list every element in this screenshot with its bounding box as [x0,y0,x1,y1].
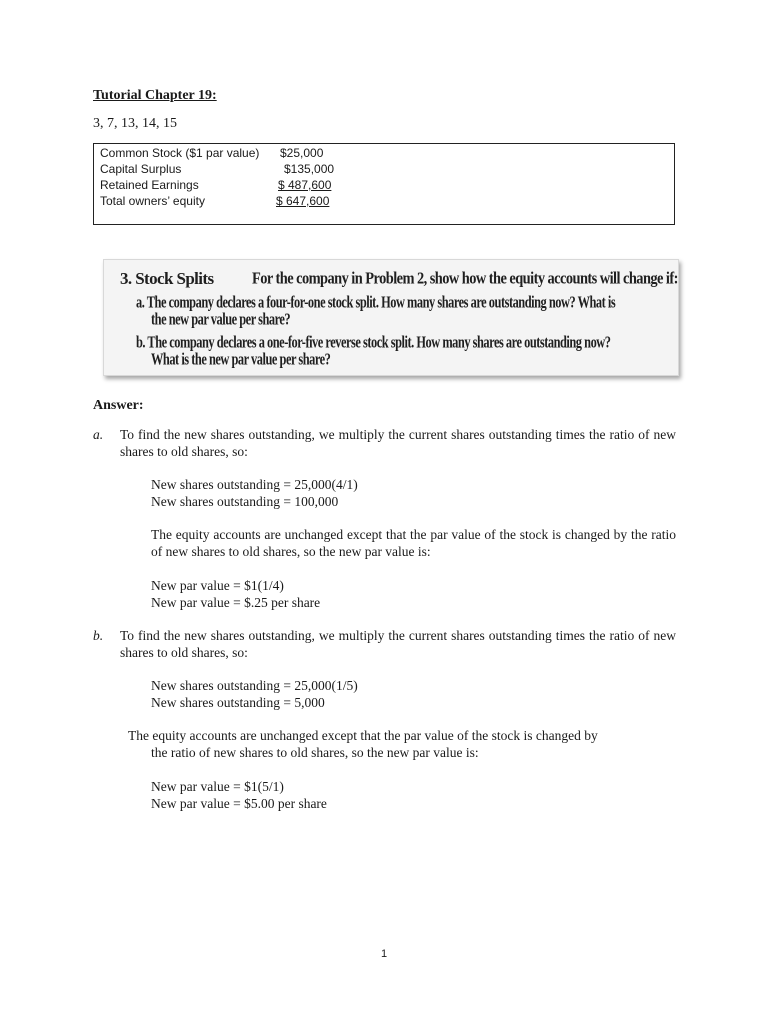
part-a-par2: New par value = $.25 per share [151,595,321,610]
problem-intro: For the company in Problem 2, show how the equity accounts will change if: [252,269,678,289]
part-b-par2: New par value = $5.00 per share [151,796,327,811]
part-b-explain-line1: The equity accounts are unchanged except that the par value of the stock is changed by [128,728,598,743]
problem-b-line2: What is the new par value per share? [151,350,331,370]
equity-value: $135,000 [284,162,335,176]
equity-accounts-box [93,143,675,225]
part-a-marker: a. [93,427,104,442]
part-a-intro: To find the new shares outstanding, we multiply the current shares outstanding times the ratio of new shares to old shares, so: [120,427,676,459]
part-b-par1: New par value = $1(5/1) [151,779,284,794]
problem-a-line1: a. The company declares a four-for-one stock split. How many shares are outstanding now? What is [136,293,616,313]
equity-label: Total owners’ equity [100,194,205,208]
page-number: 1 [380,948,388,960]
problem-excerpt-image [103,259,679,376]
page-title: Tutorial Chapter 19: [93,88,217,103]
equity-label: Retained Earnings [100,178,199,192]
part-b-eq2: New shares outstanding = 5,000 [151,695,325,710]
problem-list: 3, 7, 13, 14, 15 [93,116,177,131]
problem-heading: 3. Stock Splits [120,269,214,288]
equity-value: $ 487,600 [278,178,332,192]
part-b-marker: b. [93,628,104,643]
part-b-intro: To find the new shares outstanding, we multiply the current shares outstanding times the ratio of new shares to old shares, so: [120,628,676,660]
part-a-par1: New par value = $1(1/4) [151,578,284,593]
problem-b-line1: b. The company declares a one-for-five reverse stock split. How many shares are outstanding now? [136,333,611,353]
part-a-explain: The equity accounts are unchanged except that the par value of the stock is changed by the ratio of new shares to old shares, so the new par value is: [151,527,676,559]
equity-value: $25,000 [280,146,324,160]
part-b-eq1: New shares outstanding = 25,000(1/5) [151,678,358,693]
part-a-eq1: New shares outstanding = 25,000(4/1) [151,477,358,492]
part-a-eq2: New shares outstanding = 100,000 [151,494,339,509]
equity-value: $ 647,600 [276,194,330,208]
part-b-explain-line2: the ratio of new shares to old shares, so the new par value is: [151,745,479,760]
equity-label: Capital Surplus [100,162,182,176]
equity-label: Common Stock ($1 par value) [100,146,260,160]
problem-a-line2: the new par value per share? [151,310,291,330]
answer-heading: Answer: [93,398,144,413]
